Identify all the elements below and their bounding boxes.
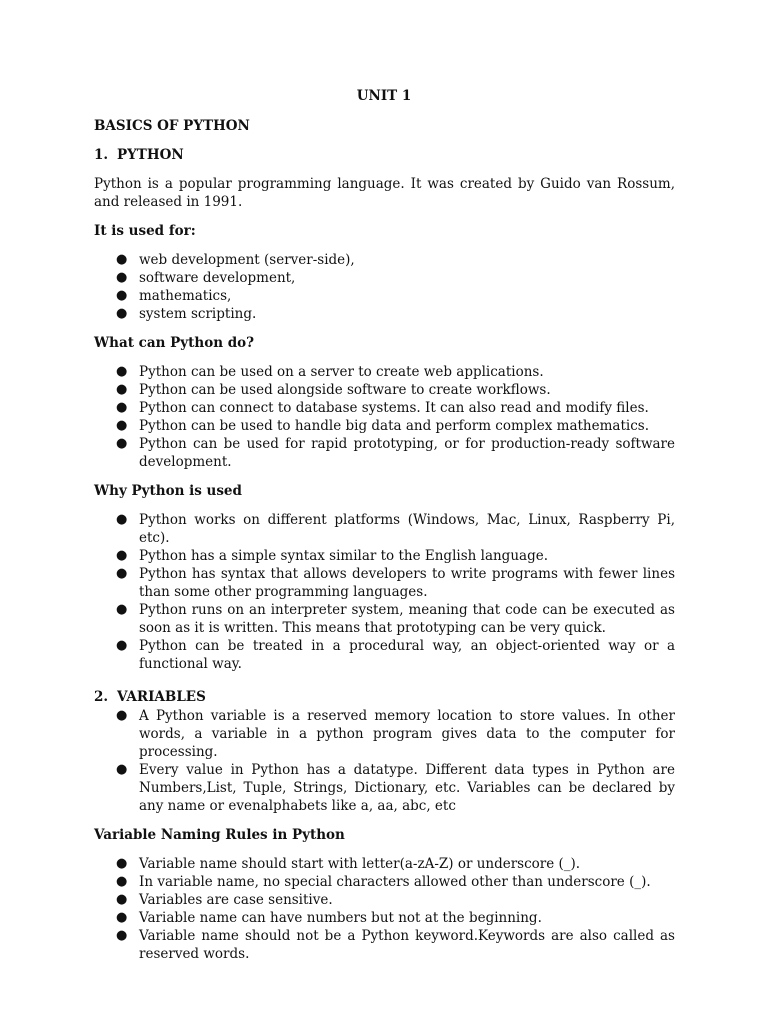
bullet-icon: ● [116,512,128,527]
python-intro-paragraph: Python is a popular programming language. It was created by Guido van Rossum, and released in 1991. [94,176,675,210]
bullet-icon: ● [116,418,128,433]
list-item: ● Python can be used to handle big data and perform complex mathematics. [116,418,649,434]
bullet-icon: ● [116,602,128,617]
bullet-icon: ● [116,252,128,267]
list-item: ● Variables are case sensitive. [116,892,333,908]
bullet-icon: ● [116,874,128,889]
bullet-icon: ● [116,382,128,397]
section-1-heading [94,146,675,164]
variables-list [94,707,675,815]
list-item: ● system scripting. [116,306,257,322]
can-do-list [94,363,675,471]
bullet-icon: ● [116,910,128,925]
list-item: ● In variable name, no special characters allowed other than underscore (_). [116,874,651,890]
bullet-icon: ● [116,762,128,777]
section-2-title: VARIABLES [117,689,206,705]
list-item: ● Every value in Python has a datatype. Different data types in Python are Numbers,List, Tuple, Strings, Dictionary, etc. Variables can be declared by any name or evenalphabets like a, aa, abc, etc [116,762,675,814]
can-do-heading: What can Python do? [94,335,255,351]
list-item: ● web development (server-side), [116,252,355,268]
section-title: BASICS OF PYTHON [94,118,250,134]
bullet-icon: ● [116,364,128,379]
list-item: ● Python runs on an interpreter system, meaning that code can be executed as soon as it is written. This means that prototyping can be very quick. [116,602,675,636]
bullet-icon: ● [116,270,128,285]
list-item: ● Python can be used on a server to create web applications. [116,364,544,380]
list-item: ● Python can be used for rapid prototyping, or for production-ready software development. [116,436,675,470]
list-item: ● A Python variable is a reserved memory location to store values. In other words, a variable in a python program gives data to the computer for processing. [116,708,675,760]
used-for-list [94,251,675,323]
list-item: ● Python can connect to database systems. It can also read and modify files. [116,400,649,416]
document-body [94,117,675,963]
list-item: ● mathematics, [116,288,232,304]
list-item: ● Python has a simple syntax similar to the English language. [116,548,548,564]
bullet-icon: ● [116,436,128,451]
why-python-list [94,511,675,673]
list-item: ● Variable name should start with letter(a-zA-Z) or underscore (_). [116,856,581,872]
section-2-heading [94,688,675,706]
list-item: ● Variable name can have numbers but not at the beginning. [116,910,542,926]
section-1-title: PYTHON [117,147,184,163]
list-item: ● software development, [116,270,296,286]
bullet-icon: ● [116,548,128,563]
section-2-number: 2. [94,689,109,705]
list-item: ● Python works on different platforms (Windows, Mac, Linux, Raspberry Pi, etc). [116,512,675,546]
list-item: ● Python can be treated in a procedural way, an object-oriented way or a functional way. [116,638,675,672]
list-item: ● Python has syntax that allows developers to write programs with fewer lines than some other programming languages. [116,566,675,600]
section-1-number: 1. [94,147,109,163]
bullet-icon: ● [116,928,128,943]
used-for-heading: It is used for: [94,223,196,239]
list-item: ● Variable name should not be a Python keyword.Keywords are also called as reserved words. [116,928,675,962]
bullet-icon: ● [116,638,128,653]
list-item: ● Python can be used alongside software to create workflows. [116,382,551,398]
bullet-icon: ● [116,400,128,415]
bullet-icon: ● [116,306,128,321]
why-python-heading: Why Python is used [94,483,242,499]
bullet-icon: ● [116,566,128,581]
naming-rules-list [94,855,675,963]
bullet-icon: ● [116,708,128,723]
unit-title: UNIT 1 [356,88,412,104]
bullet-icon: ● [116,288,128,303]
bullet-icon: ● [116,856,128,871]
naming-rules-heading: Variable Naming Rules in Python [94,827,345,843]
bullet-icon: ● [116,892,128,907]
